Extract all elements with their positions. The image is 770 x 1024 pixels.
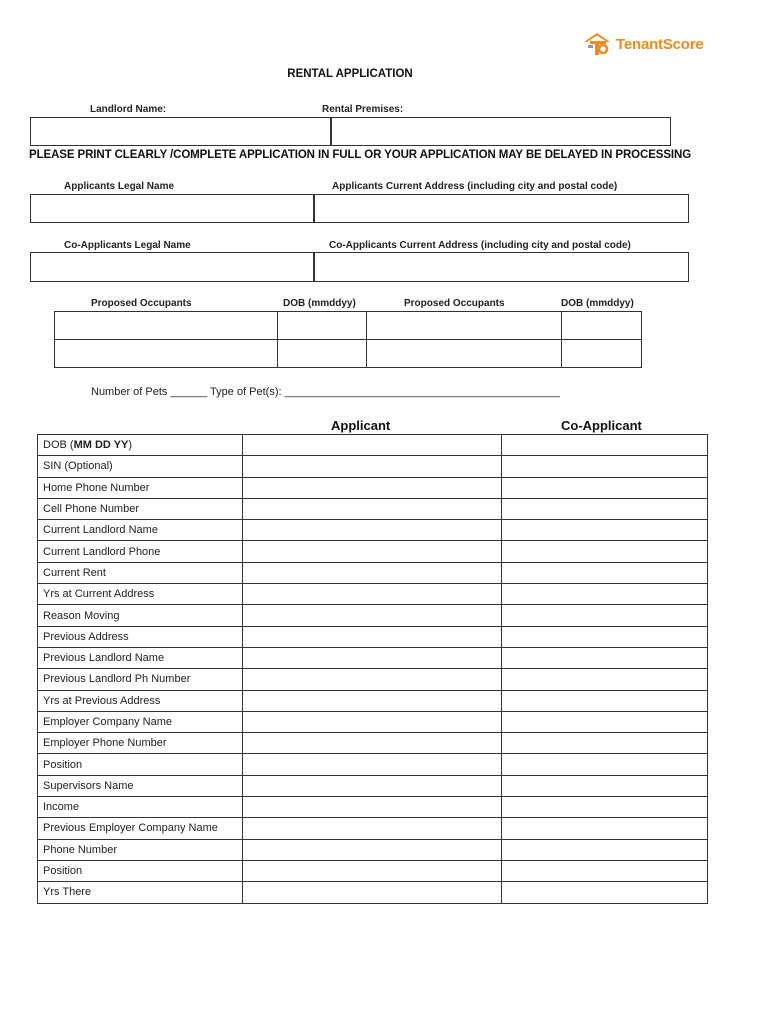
occupants-table — [54, 311, 642, 368]
table-row — [38, 839, 708, 860]
coapplicant-value-cell[interactable] — [502, 818, 708, 839]
table-row — [38, 605, 708, 626]
house-key-icon — [582, 31, 612, 57]
coapplicant-value-cell[interactable] — [502, 562, 708, 583]
applicant-value-cell[interactable] — [243, 605, 502, 626]
occupant-name-cell[interactable] — [55, 340, 278, 368]
dob-label-suffix: ) — [128, 439, 133, 452]
applicant-value-cell[interactable] — [243, 775, 502, 796]
row-label: Reason Moving — [38, 605, 243, 626]
coapplicant-legal-name-label: Co-Applicants Legal Name — [64, 240, 191, 251]
coapplicant-value-cell[interactable] — [502, 584, 708, 605]
applicant-value-cell[interactable] — [243, 797, 502, 818]
row-label: Current Landlord Name — [38, 520, 243, 541]
applicant-address-label: Applicants Current Address (including city and postal code) — [332, 181, 618, 192]
occupants-header-2: Proposed Occupants — [404, 298, 505, 309]
coapplicant-value-cell[interactable] — [502, 456, 708, 477]
row-label: Previous Employer Company Name — [38, 818, 243, 839]
coapplicant-value-cell[interactable] — [502, 647, 708, 668]
table-row — [38, 626, 708, 647]
table-row — [38, 477, 708, 498]
occupant-dob-cell[interactable] — [278, 340, 367, 368]
row-label: Yrs at Previous Address — [38, 690, 243, 711]
row-label: Previous Landlord Ph Number — [38, 669, 243, 690]
logo-brand-text: TenantScore — [616, 35, 704, 53]
applicant-value-cell[interactable] — [243, 562, 502, 583]
applicant-value-cell[interactable] — [243, 498, 502, 519]
occupants-row — [55, 340, 642, 368]
coapplicant-value-cell[interactable] — [502, 839, 708, 860]
coapplicant-value-cell[interactable] — [502, 690, 708, 711]
occupant-name-cell[interactable] — [367, 312, 562, 340]
row-label: Position — [38, 860, 243, 881]
row-label: Yrs There — [38, 882, 243, 903]
applicant-value-cell[interactable] — [243, 435, 502, 456]
applicant-column-header: Applicant — [331, 418, 391, 433]
rental-premises-field[interactable] — [331, 117, 671, 146]
applicant-value-cell[interactable] — [243, 626, 502, 647]
table-row — [38, 711, 708, 732]
dob-label-format: MM DD YY — [73, 439, 129, 452]
applicant-value-cell[interactable] — [243, 520, 502, 541]
page-title: RENTAL APPLICATION — [287, 68, 413, 80]
row-label: Position — [38, 754, 243, 775]
applicant-value-cell[interactable] — [243, 647, 502, 668]
coapplicant-value-cell[interactable] — [502, 435, 708, 456]
applicant-legal-name-label: Applicants Legal Name — [64, 181, 175, 192]
applicant-value-cell[interactable] — [243, 690, 502, 711]
coapplicant-value-cell[interactable] — [502, 733, 708, 754]
table-row — [38, 860, 708, 881]
applicant-value-cell[interactable] — [243, 456, 502, 477]
table-row — [38, 690, 708, 711]
coapplicant-value-cell[interactable] — [502, 860, 708, 881]
applicant-address-field[interactable] — [314, 194, 689, 223]
row-label: SIN (Optional) — [38, 456, 243, 477]
table-row — [38, 882, 708, 903]
row-label: Supervisors Name — [38, 775, 243, 796]
row-label: Employer Phone Number — [38, 733, 243, 754]
table-row — [38, 775, 708, 796]
occupants-dob-header-2: DOB (mmddyy) — [561, 298, 634, 309]
row-label: Cell Phone Number — [38, 498, 243, 519]
row-label: Home Phone Number — [38, 477, 243, 498]
applicant-value-cell[interactable] — [243, 711, 502, 732]
coapplicant-value-cell[interactable] — [502, 775, 708, 796]
coapplicant-value-cell[interactable] — [502, 477, 708, 498]
table-row — [38, 520, 708, 541]
coapplicant-value-cell[interactable] — [502, 711, 708, 732]
occupant-dob-cell[interactable] — [562, 340, 642, 368]
table-row — [38, 562, 708, 583]
coapplicant-value-cell[interactable] — [502, 498, 708, 519]
coapplicant-value-cell[interactable] — [502, 797, 708, 818]
landlord-name-label: Landlord Name: — [90, 104, 167, 115]
row-label: Current Landlord Phone — [38, 541, 243, 562]
coapplicant-value-cell[interactable] — [502, 541, 708, 562]
row-label: Employer Company Name — [38, 711, 243, 732]
pets-line: Number of Pets ______ Type of Pet(s): _____________________________________________ — [91, 386, 560, 398]
table-row — [38, 456, 708, 477]
occupant-name-cell[interactable] — [367, 340, 562, 368]
table-row — [38, 584, 708, 605]
applicant-value-cell[interactable] — [243, 882, 502, 903]
tenantscore-logo — [582, 30, 704, 58]
coapplicant-value-cell[interactable] — [502, 754, 708, 775]
coapplicant-value-cell[interactable] — [502, 626, 708, 647]
coapplicant-legal-name-field[interactable] — [30, 252, 314, 282]
occupants-header-1: Proposed Occupants — [91, 298, 192, 309]
row-label: Yrs at Current Address — [38, 584, 243, 605]
applicant-value-cell[interactable] — [243, 477, 502, 498]
row-label: Phone Number — [38, 839, 243, 860]
coapplicant-address-field[interactable] — [314, 252, 689, 282]
applicant-value-cell[interactable] — [243, 584, 502, 605]
applicant-value-cell[interactable] — [243, 669, 502, 690]
coapplicant-column-header: Co-Applicant — [561, 418, 642, 433]
coapplicant-value-cell[interactable] — [502, 882, 708, 903]
row-label: Income — [38, 797, 243, 818]
dob-label-prefix: DOB ( — [43, 439, 74, 452]
occupants-row — [55, 312, 642, 340]
occupant-dob-cell[interactable] — [278, 312, 367, 340]
table-row — [38, 733, 708, 754]
rental-premises-label: Rental Premises: — [322, 104, 404, 115]
applicant-details-table — [37, 434, 708, 904]
coapplicant-value-cell[interactable] — [502, 669, 708, 690]
row-label: Previous Landlord Name — [38, 647, 243, 668]
coapplicant-value-cell[interactable] — [502, 520, 708, 541]
table-row — [38, 647, 708, 668]
coapplicant-address-label: Co-Applicants Current Address (including city and postal code) — [329, 240, 631, 251]
occupant-dob-cell[interactable] — [562, 312, 642, 340]
occupants-dob-header-1: DOB (mmddyy) — [283, 298, 356, 309]
print-clearly-notice: PLEASE PRINT CLEARLY /COMPLETE APPLICATION IN FULL OR YOUR APPLICATION MAY BE DELAYED IN PROCESSING — [29, 149, 692, 161]
table-row — [38, 435, 708, 456]
table-row — [38, 797, 708, 818]
applicant-value-cell[interactable] — [243, 733, 502, 754]
table-row — [38, 669, 708, 690]
row-label-dob — [38, 435, 243, 456]
table-row — [38, 754, 708, 775]
applicant-value-cell[interactable] — [243, 818, 502, 839]
row-label: Current Rent — [38, 562, 243, 583]
applicant-legal-name-field[interactable] — [30, 194, 314, 223]
occupant-name-cell[interactable] — [55, 312, 278, 340]
row-label: Previous Address — [38, 626, 243, 647]
applicant-value-cell[interactable] — [243, 541, 502, 562]
table-row — [38, 541, 708, 562]
table-row — [38, 818, 708, 839]
landlord-name-field[interactable] — [30, 117, 331, 146]
applicant-value-cell[interactable] — [243, 754, 502, 775]
coapplicant-value-cell[interactable] — [502, 605, 708, 626]
applicant-value-cell[interactable] — [243, 860, 502, 881]
applicant-value-cell[interactable] — [243, 839, 502, 860]
table-row — [38, 498, 708, 519]
